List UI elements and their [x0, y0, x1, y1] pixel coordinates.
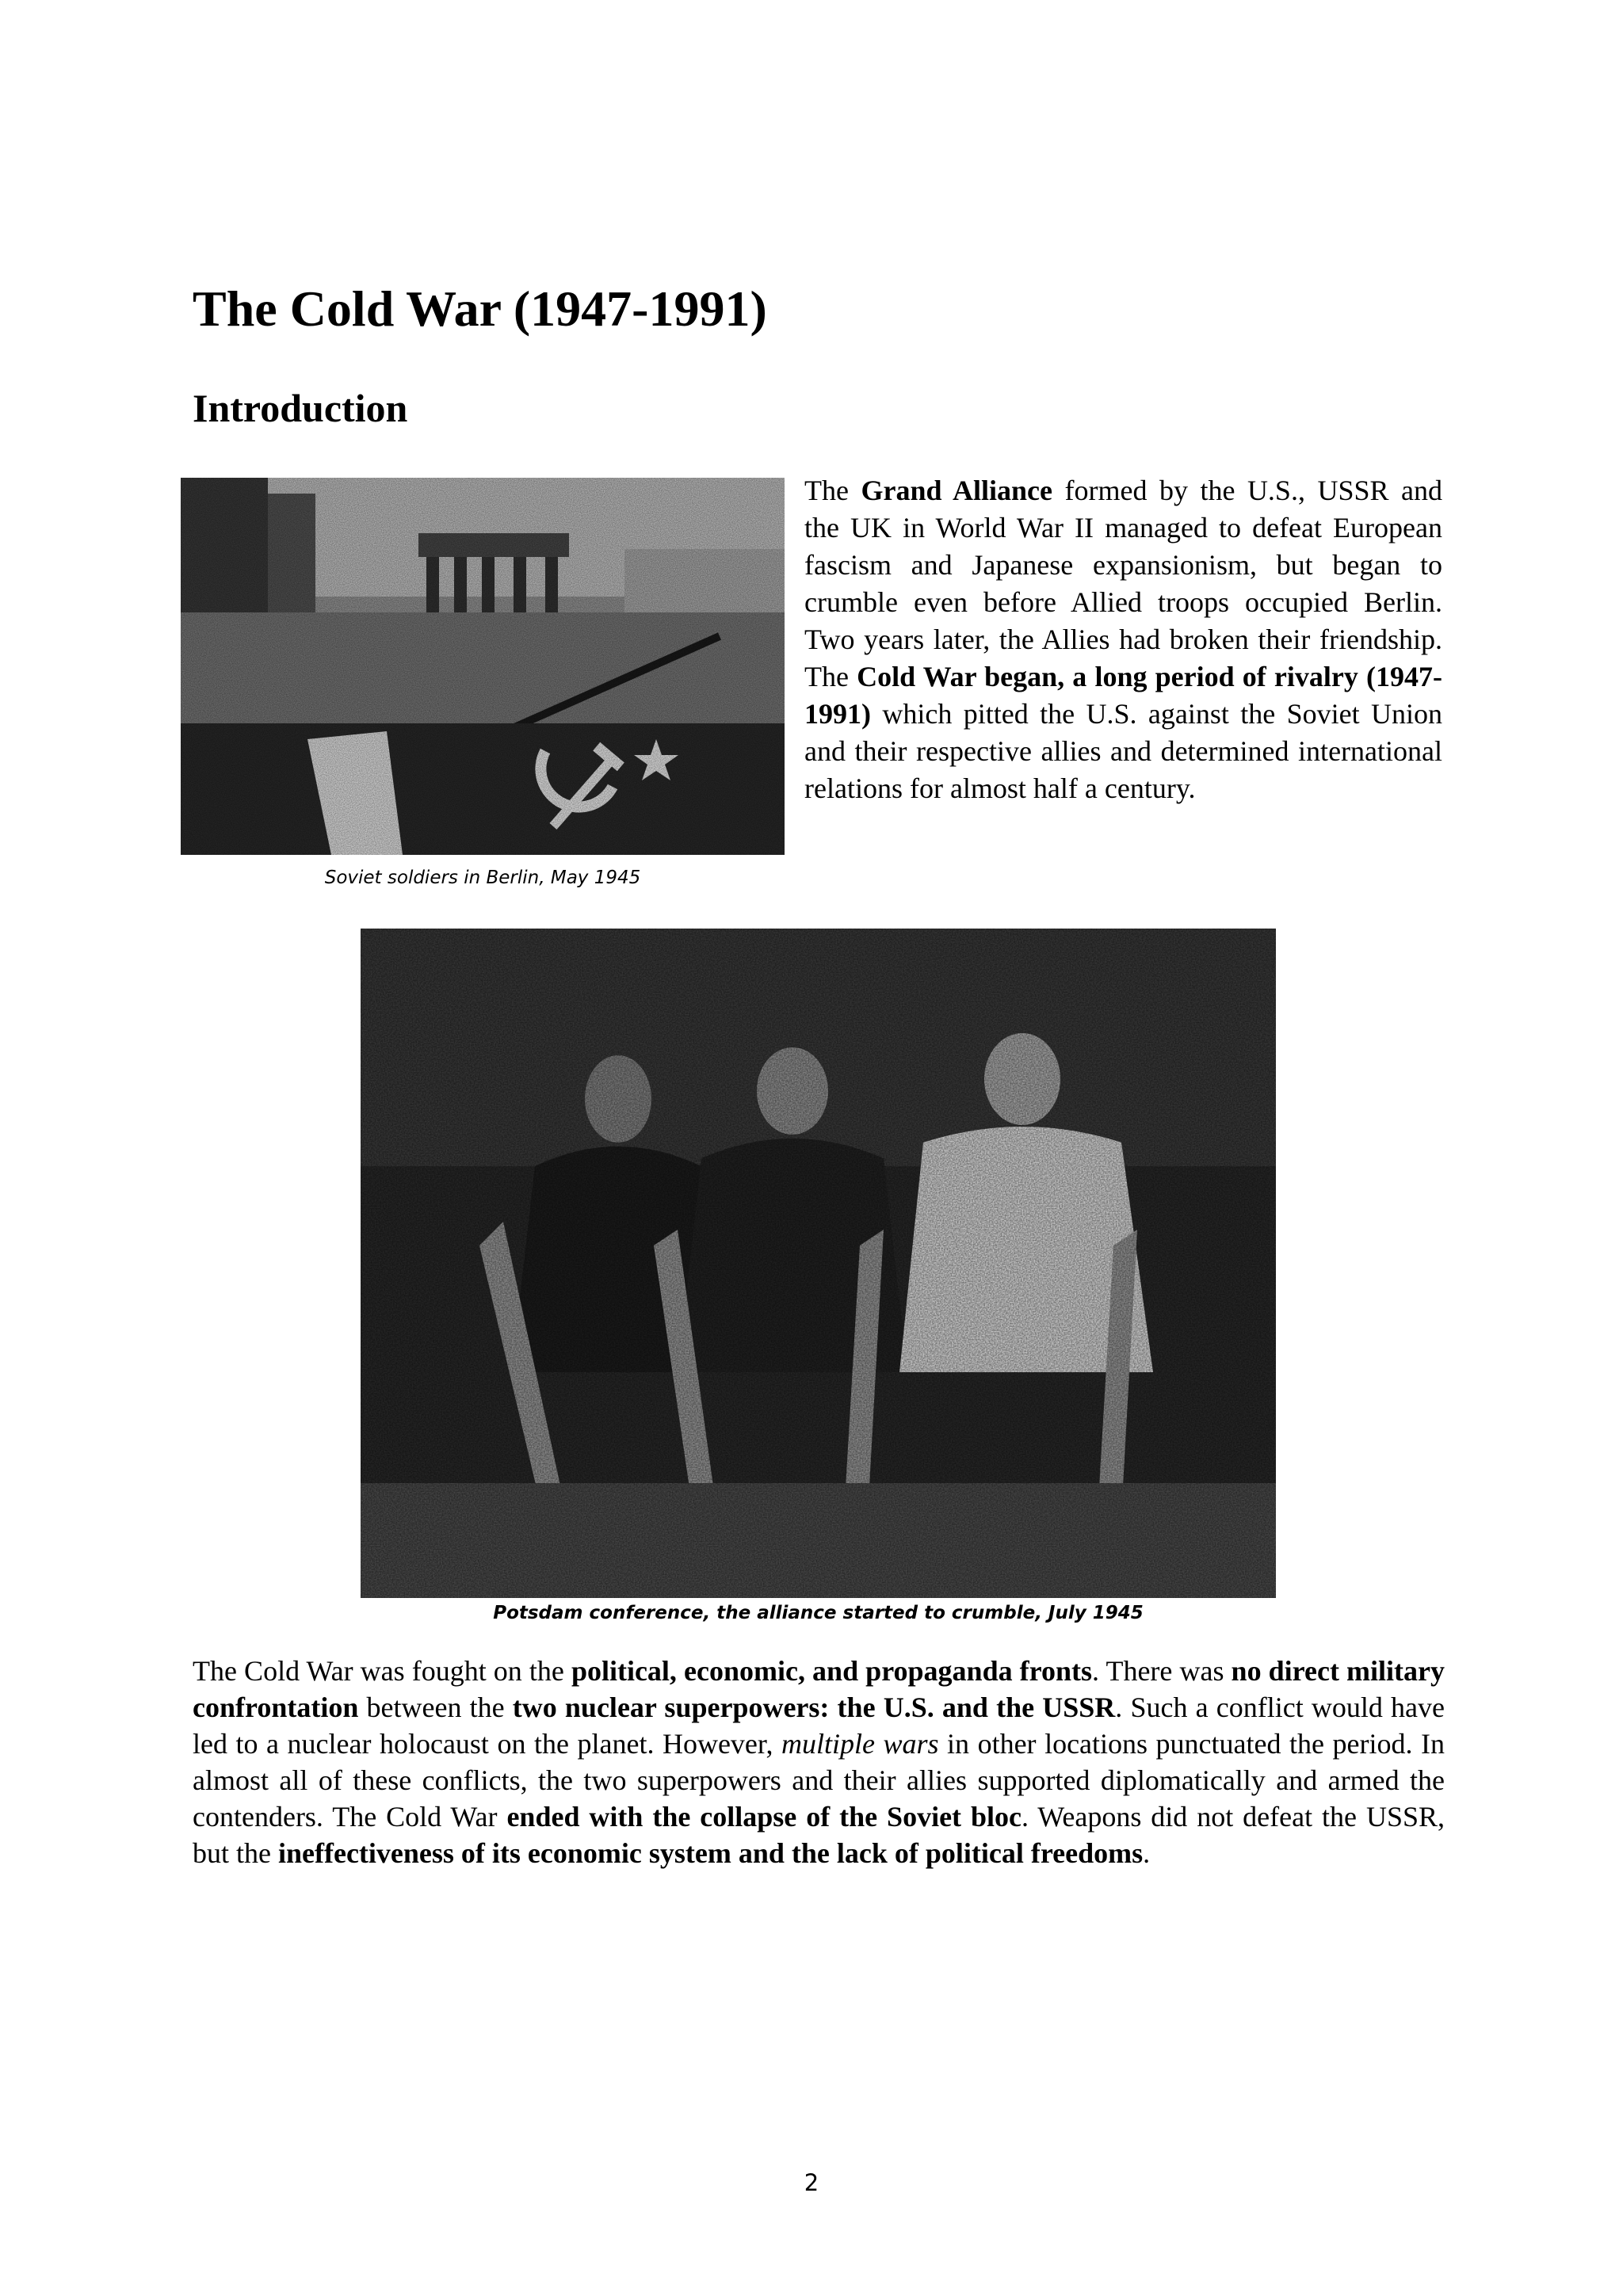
- body-text: . Such a conflict would have led to a nuclear holocaust on the planet. However,: [193, 1691, 1445, 1760]
- intro-emphasis: Grand Alliance: [861, 475, 1052, 506]
- body-emphasis: no direct military confrontation: [193, 1655, 1445, 1723]
- potsdam-photo-caption: Potsdam conference, the alliance started to crumble, July 1945: [493, 1603, 1144, 1623]
- intro-text: formed by the U.S., USSR and the UK in World War II managed to defeat European fascism and Japanese expansionism, but began to crumble even before Allied troops occupied Berlin. Two years later, the Allies had broken their friendship. The: [804, 475, 1442, 692]
- body-paragraph: [193, 1653, 1445, 1871]
- body-emphasis: two nuclear superpowers: the U.S. and the USSR: [512, 1691, 1116, 1723]
- intro-text: The: [804, 475, 861, 506]
- potsdam-photo: [361, 929, 1276, 1598]
- section-heading: Introduction: [193, 386, 408, 430]
- body-text: .: [1143, 1837, 1151, 1869]
- body-text: . There was: [1092, 1655, 1232, 1687]
- body-text: . Weapons did not defeat the USSR, but the: [193, 1801, 1445, 1869]
- body-emphasis: ineffectiveness of its economic system and the lack of political freedoms: [277, 1837, 1144, 1869]
- intro-emphasis: Cold War began, a long period of rivalry (1947-1991): [804, 661, 1443, 730]
- body-emphasis: ended with the collapse of the Soviet bloc: [506, 1801, 1022, 1833]
- body-italic: multiple wars: [781, 1728, 939, 1760]
- intro-paragraph: [804, 472, 1442, 807]
- body-emphasis: political, economic, and propaganda fronts: [571, 1655, 1093, 1687]
- body-text: between the: [358, 1691, 513, 1723]
- page-title: The Cold War (1947-1991): [193, 280, 767, 337]
- berlin-photo: [181, 478, 785, 855]
- berlin-photo-caption: Soviet soldiers in Berlin, May 1945: [324, 868, 641, 888]
- intro-text: which pitted the U.S. against the Soviet Union and their respective allies and determined international relations for almost half a century.: [804, 698, 1442, 804]
- body-text: in other locations punctuated the period. In almost all of these conflicts, the two superpowers and their allies supported diplomatically and armed the contenders. The Cold War: [193, 1728, 1445, 1833]
- page-number: 2: [804, 2169, 819, 2196]
- body-text: The Cold War was fought on the: [193, 1655, 571, 1687]
